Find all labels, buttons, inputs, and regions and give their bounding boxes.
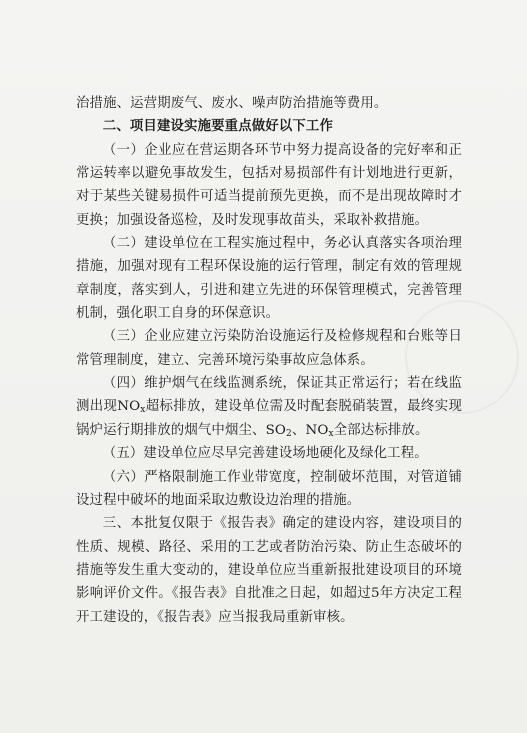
paragraph-continuation: 治措施、运营期废气、废水、噪声防治措施等费用。 [76,96,388,111]
section-3-paragraph: 三、本批复仅限于《报告表》确定的建设内容，建设项目的性质、规模、路径、采用的工艺或者防治污染、防止生态破坏的措施等发生重大变动的，建设单位应当重新报批建设项目的环境影响评价文件。《报告表》自批准之日起，如超过5年方决定工程开工建设的，《报告表》应当报我局重新审核。 [76,516,462,625]
paragraph-item-2: （二）建设单位在工程实施过程中，务必认真落实各项治理措施，加强对现有工程环保设施的运行管理，制定有效的管理规章制度，落实到人，引进和建立先进的环保管理模式，完善管理机制，强化职工自身的环保意识。 [76,236,462,322]
item-4-sub-1: x [140,405,146,416]
item-4-text-a: （四）维护烟气在线监测系统，保证其正常运行；若在线监测出现NO [76,376,462,415]
item-4-sub-3: x [328,428,334,439]
item-4-sub-2: 2 [286,428,292,439]
paragraph-item-6: （六）严格限制施工作业带宽度，控制破坏范围，对管道铺设过程中破坏的地面采取边敷设边治理的措施。 [76,469,462,508]
document-body [76,92,462,629]
paragraph-item-1: （一）企业应在营运期各环节中努力提高设备的完好率和正常运转率以避免事故发生，包括对易损部件有计划地进行更新，对于某些关键易损件可适当提前预先更换，而不是出现故障时才更换；加强设备巡检，及时发现事故苗头，采取补救措施。 [76,142,462,228]
item-4-text-c: 、NO [291,422,329,438]
paragraph-item-5: （五）建设单位应尽早完善建设场地硬化及绿化工程。 [102,446,428,462]
item-4-text-b: 超标排放，建设单位需及时配套脱硝装置，最终实现锅炉运行期排放的烟气中烟尘、SO [76,399,462,438]
item-4-text-d: 全部达标排放。 [333,422,429,438]
paragraph-item-3: （三）企业应建立污染防治设施运行及检修规程和台账等日常管理制度，建立、完善环境污染事故应急体系。 [76,329,462,368]
paragraph-item-4 [76,372,462,442]
section-heading-2: 二、项目建设实施要重点做好以下工作 [102,118,333,135]
